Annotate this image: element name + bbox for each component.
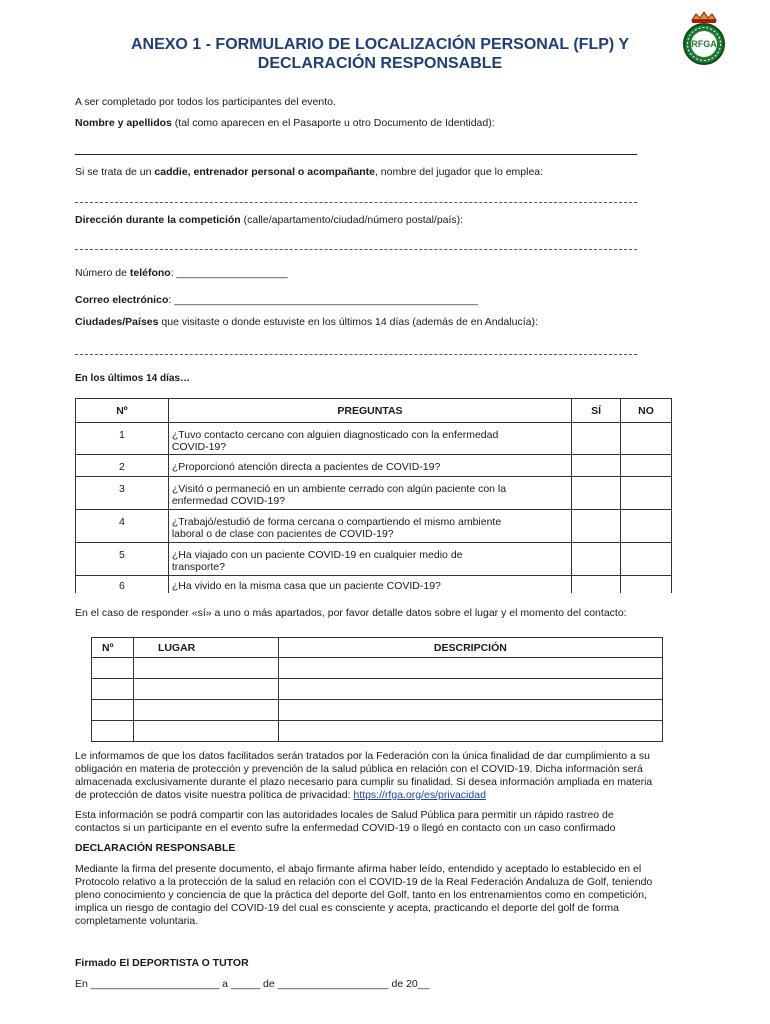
logo-text: RFGA [691,39,717,49]
table-row[interactable] [92,658,663,679]
caddie-input-line[interactable] [75,202,637,203]
declaration-heading: DECLARACIÓN RESPONSABLE [75,842,236,854]
detail-prompt: En el caso de responder «sí» a uno o más apartados, por favor detalle datos sobre el lugar y el momento del contacto: [75,607,627,619]
phone-field[interactable]: Número de teléfono: ___________________ [75,267,288,279]
question-row-2: 2 ¿Proporcionó atención directa a pacientes de COVID-19? [76,455,672,477]
name-label: Nombre y apellidos (tal como aparecen en el Pasaporte u otro Documento de Identidad): [75,117,495,129]
contact-detail-table [91,637,663,742]
question-row-4: 4 ¿Trabajó/estudió de forma cercana o compartiendo el mismo ambiente laboral o de clase con pacientes de COVID-19? [76,510,672,543]
caddie-label: Si se trata de un caddie, entrenador personal o acompañante, nombre del jugador que lo emplea: [75,166,544,178]
question-row-5: 5 ¿Ha viajado con un paciente COVID-19 en cualquier medio de transporte? [76,543,672,576]
detail-header-num: Nº [92,638,134,658]
signed-label: Firmado El DEPORTISTA O TUTOR [75,957,249,969]
answer-yes-1[interactable] [572,423,621,455]
answer-yes-4[interactable] [572,510,621,543]
header-no: NO [621,399,672,423]
answer-yes-2[interactable] [572,455,621,477]
name-input-line[interactable] [75,154,637,155]
answer-no-1[interactable] [621,423,672,455]
answer-yes-5[interactable] [572,543,621,576]
privacy-link[interactable]: https://rfga.org/es/privacidad [353,789,486,801]
title-line-2: DECLARACIÓN RESPONSABLE [257,55,503,72]
cities-input-line[interactable] [75,354,637,355]
address-label: Dirección durante la competición (calle/apartamento/ciudad/número postal/país): [75,214,464,226]
privacy-notice: Le informamos de que los datos facilitados serán tratados por la Federación con la única finalidad de dar cumplimiento a su obligación en materia de protección y prevención de la salud pública en relación con el COVID-19. Dicha información será almacenada exclusivamente durante el plazo necesario para cumplir su finalidad. Si desea información ampliada en materia de protección de datos visite nuestra política de privacidad: https://rfga.org/es/privacidad [75,750,653,801]
answer-no-4[interactable] [621,510,672,543]
header-questions: PREGUNTAS [168,399,571,423]
answer-no-2[interactable] [621,455,672,477]
rfga-crest-icon [680,10,728,66]
last-14-days-heading: En los últimos 14 días… [75,373,191,384]
table-row[interactable] [92,721,663,742]
question-row-1: 1 ¿Tuvo contacto cercano con alguien diagnosticado con la enfermedad COVID-19? [76,423,672,455]
share-notice: Esta información se podrá compartir con las autoridades locales de Salud Pública para permitir un rápido rastreo de contactos si un participante en el evento sufre la enfermedad COVID-19 o llegó en contacto con un caso confirmado [75,809,616,834]
date-line[interactable]: En ______________________ a _____ de ___________________ de 20__ [75,978,430,990]
answer-yes-3[interactable] [572,477,621,510]
title-line-1: ANEXO 1 - FORMULARIO DE LOCALIZACIÓN PERSONAL (FLP) Y [130,36,630,53]
header-num: Nº [76,399,169,423]
table-row[interactable] [92,679,663,700]
declaration-text: Mediante la firma del presente documento, el abajo firmante afirma haber leído, entendido y aceptado lo establecido en el Protocolo relativo a la protección de la salud en relación con el COVID-19 de la Real Federación Andaluza de Golf, teniendo pleno conocimiento y conciencia de que la práctica del deporte del Golf, tanto en los entrenamientos como en competición, implica un riesgo de contagio del COVID-19 del cual es consciente y acepta, practicando el deporte del golf de forma completamente voluntaria. [75,863,653,927]
cities-label: Ciudades/Países que visitaste o donde estuviste en los últimos 14 días (además de en Andalucía): [75,316,538,328]
question-row-3: 3 ¿Visitó o permaneció en un ambiente cerrado con algún paciente con la enfermedad COVID-19? [76,477,672,510]
questions-table [75,398,672,593]
table-row[interactable] [92,700,663,721]
header-yes: SÍ [572,399,621,423]
answer-yes-6[interactable] [572,576,621,593]
email-field[interactable]: Correo electrónico: ____________________________________________________ [75,294,478,306]
answer-no-6[interactable] [621,576,672,593]
question-row-6: 6 ¿Ha vivido en la misma casa que un paciente COVID-19? [76,576,672,593]
detail-header-description: DESCRIPCIÓN [278,638,662,658]
intro-text: A ser completado por todos los participantes del evento. [75,96,336,108]
answer-no-3[interactable] [621,477,672,510]
detail-header-place: LUGAR [133,638,278,658]
address-input-line[interactable] [75,249,637,250]
answer-no-5[interactable] [621,543,672,576]
page-title [80,35,680,73]
